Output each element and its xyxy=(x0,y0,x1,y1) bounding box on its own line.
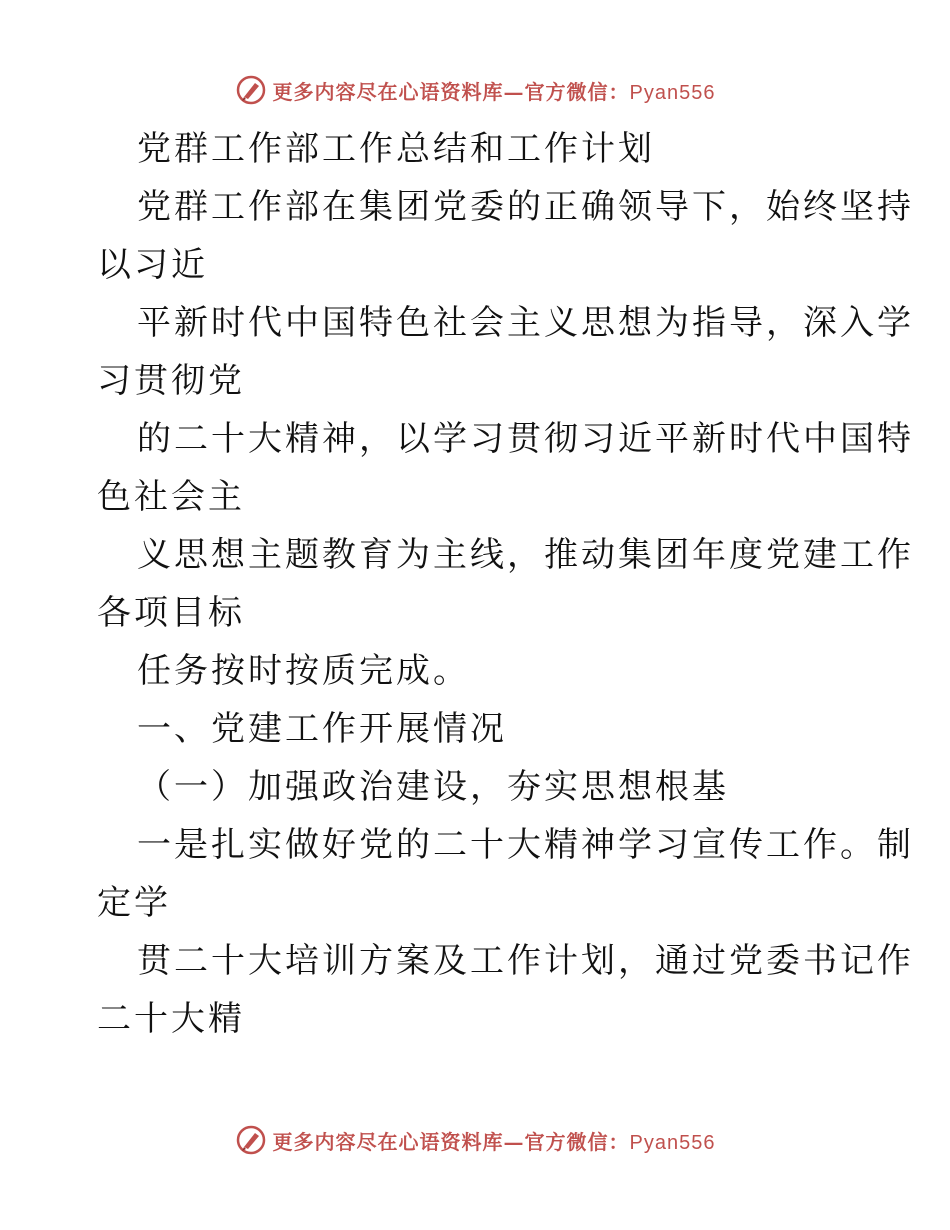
pen-logo-icon xyxy=(235,1124,267,1156)
watermark-text: 更多内容尽在心语资料库—官方微信：Pyan556 xyxy=(272,1129,716,1154)
text-line: 一、党建工作开展情况 xyxy=(137,709,507,749)
text-line: （一）加强政治建设，夯实思想根基 xyxy=(137,767,729,807)
footer-watermark-banner xyxy=(0,1120,950,1160)
text-line: 定学 xyxy=(97,883,171,923)
watermark-text: 更多内容尽在心语资料库—官方微信：Pyan556 xyxy=(272,79,716,104)
text-line: 二十大精 xyxy=(97,999,245,1039)
text-line: 习贯彻党 xyxy=(97,361,245,401)
text-line: 各项目标 xyxy=(97,593,245,633)
text-line: 贯二十大培训方案及工作计划，通过党委书记作 xyxy=(137,941,914,981)
pen-logo-icon xyxy=(235,74,267,106)
text-line: 义思想主题教育为主线，推动集团年度党建工作 xyxy=(137,535,914,575)
text-line: 党群工作部工作总结和工作计划 xyxy=(137,129,655,169)
text-line: 色社会主 xyxy=(97,477,245,517)
text-line: 任务按时按质完成。 xyxy=(137,651,470,691)
document-body xyxy=(97,120,914,1048)
header-watermark-banner xyxy=(0,70,950,110)
text-line: 以习近 xyxy=(97,245,208,285)
text-line: 一是扎实做好党的二十大精神学习宣传工作。制 xyxy=(137,825,914,865)
text-line: 平新时代中国特色社会主义思想为指导，深入学 xyxy=(137,303,914,343)
wechat-id: Pyan556 xyxy=(629,81,716,104)
wechat-id: Pyan556 xyxy=(629,1131,716,1154)
text-line: 党群工作部在集团党委的正确领导下，始终坚持 xyxy=(137,187,914,227)
text-line: 的二十大精神，以学习贯彻习近平新时代中国特 xyxy=(137,419,914,459)
